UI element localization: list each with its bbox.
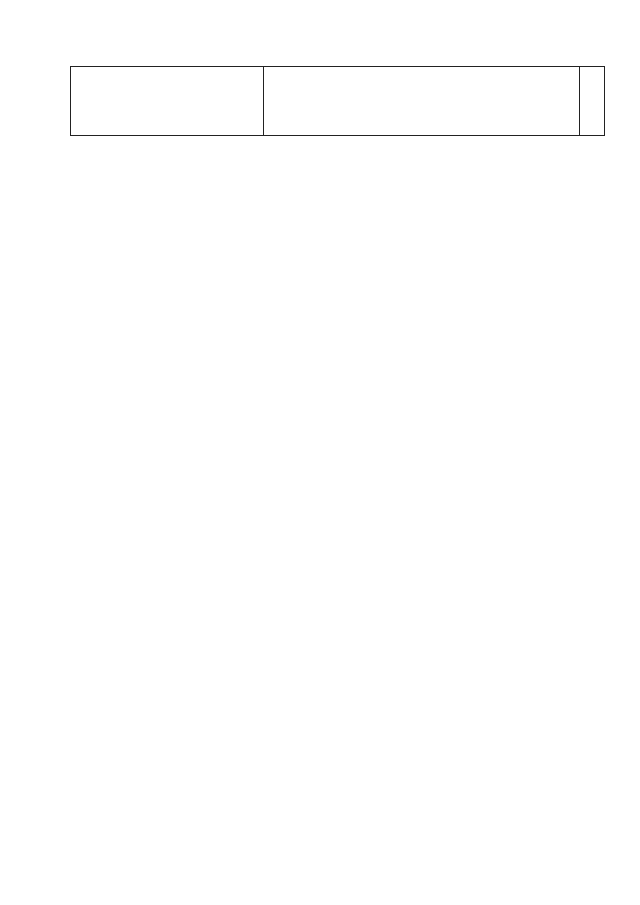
header-code-cell <box>71 67 264 135</box>
header-level-cell <box>580 67 604 135</box>
table-header <box>70 66 605 136</box>
header-name-cell <box>264 67 580 135</box>
